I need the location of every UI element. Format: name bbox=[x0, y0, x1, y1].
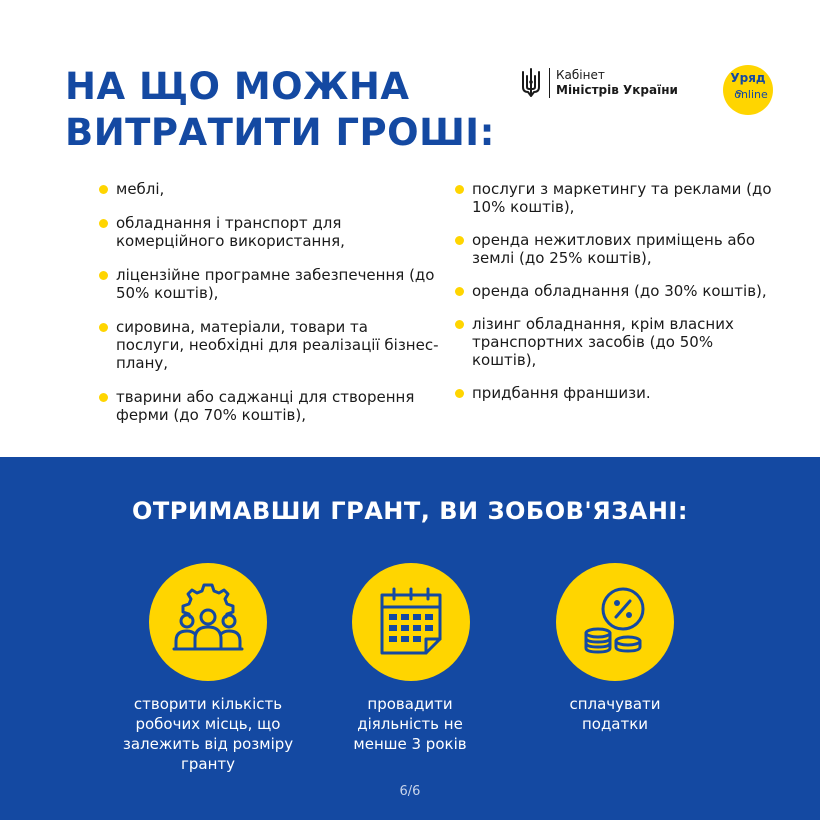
uryad-logo-line-2: online bbox=[734, 88, 768, 101]
title-line-2: ВИТРАТИТИ ГРОШІ: bbox=[65, 111, 495, 154]
bullet-dot bbox=[99, 185, 108, 194]
bullet-dot bbox=[455, 287, 464, 296]
obligation-icon-circle-3 bbox=[556, 563, 674, 681]
expense-list-right bbox=[455, 180, 775, 417]
list-item: тварини або саджанці для створення ферми (до 70% коштів), bbox=[99, 388, 439, 424]
page-title bbox=[65, 64, 495, 156]
bullet-dot bbox=[455, 320, 464, 329]
list-item: оренда обладнання (до 30% коштів), bbox=[455, 282, 775, 300]
list-item: сировина, матеріали, товари та послуги, необхідні для реалізації бізнес-плану, bbox=[99, 318, 439, 372]
calendar-icon bbox=[352, 563, 470, 681]
obligation-icon-circle-2 bbox=[352, 563, 470, 681]
list-item: оренда нежитлових приміщень або землі (до 25% коштів), bbox=[455, 231, 775, 267]
uryad-online-logo bbox=[723, 65, 773, 115]
page-number: 6/6 bbox=[399, 784, 421, 799]
bullet-dot bbox=[455, 236, 464, 245]
obligations-section bbox=[0, 457, 820, 820]
cabinet-logo bbox=[519, 67, 678, 99]
list-item: обладнання і транспорт для комерційного використання, bbox=[99, 214, 439, 250]
uryad-logo-line-1: Уряд bbox=[730, 71, 766, 85]
bullet-dot bbox=[99, 323, 108, 332]
trident-icon bbox=[519, 67, 543, 99]
bullet-dot bbox=[455, 389, 464, 398]
list-item: лізинг обладнання, крім власних транспортних засобів (до 50% коштів), bbox=[455, 315, 775, 369]
expense-list-left bbox=[99, 180, 439, 440]
obligation-caption-1: створити кількість робочих місць, що залежить від розміру гранту bbox=[122, 695, 294, 773]
bullet-dot bbox=[99, 219, 108, 228]
bullet-dot bbox=[99, 393, 108, 402]
obligation-icon-circle-1 bbox=[149, 563, 267, 681]
cabinet-logo-line-1: Кабінет bbox=[556, 68, 605, 82]
obligation-caption-3: сплачувати податки bbox=[569, 695, 661, 733]
bullet-dot bbox=[99, 271, 108, 280]
list-item: меблі, bbox=[99, 180, 439, 198]
obligation-caption-2: провадити діяльність не менше 3 років bbox=[353, 695, 467, 753]
bullet-dot bbox=[455, 185, 464, 194]
cabinet-logo-line-2: Міністрів України bbox=[556, 83, 678, 97]
list-item: ліцензійне програмне забезпечення (до 50% коштів), bbox=[99, 266, 439, 302]
obligations-title: ОТРИМАВШИ ГРАНТ, ВИ ЗОБОВ'ЯЗАНІ: bbox=[132, 497, 688, 525]
coins-percent-icon bbox=[556, 563, 674, 681]
list-item: послуги з маркетингу та реклами (до 10% коштів), bbox=[455, 180, 775, 216]
people-gear-icon bbox=[149, 563, 267, 681]
title-line-1: НА ЩО МОЖНА bbox=[65, 65, 410, 108]
list-item: придбання франшизи. bbox=[455, 384, 775, 402]
